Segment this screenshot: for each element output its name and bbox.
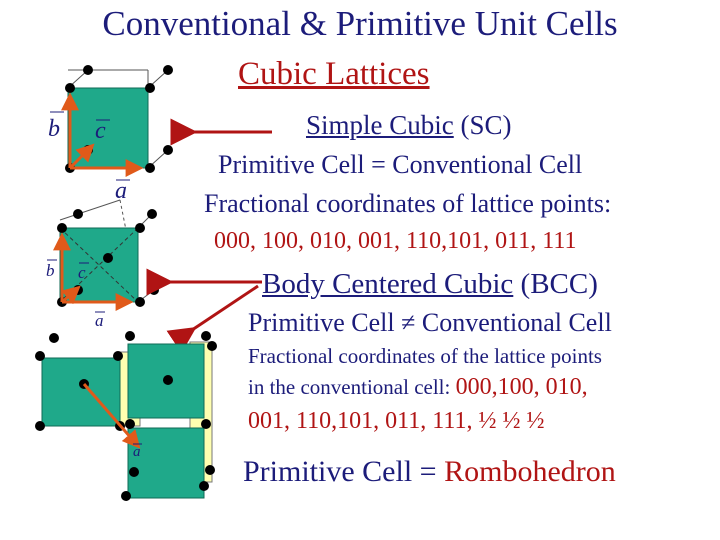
bcc-block [35,331,217,501]
sc-primitive-line: Primitive Cell = Conventional Cell [218,150,583,179]
subtitle: Cubic Lattices [238,56,430,92]
bcc-heading-abbrev: (BCC) [513,268,598,300]
bcc-label-c: c [78,263,86,282]
bcc-fractional-line-3: 001, 110,101, 011, 111, ½ ½ ½ [248,408,545,434]
bcc-fractional-line-1: Fractional coordinates of the lattice points [248,344,602,368]
rhombo-pointer-arrow [192,286,258,330]
bcc-primitive-line: Primitive Cell ≠ Conventional Cell [248,308,612,337]
block-label-a: a [133,444,141,460]
sc-heading-name: Simple Cubic [306,110,454,140]
rhombohedron-word: Rombohedron [444,455,616,488]
sc-label-a: a [115,178,127,204]
bcc-fractional-coords: 000,100, 010, [455,374,588,400]
sc-coordinates: 000, 100, 010, 001, 110,101, 011, 111 [214,228,577,254]
bcc-heading-name: Body Centered Cubic [262,268,514,300]
bcc-fractional-prefix: in the conventional cell: [248,375,456,399]
rhombohedron-prefix: Primitive Cell = [243,455,445,488]
block-face-left [42,358,120,426]
sc-label-c: c [95,118,106,144]
page-title: Conventional & Primitive Unit Cells [102,4,618,43]
block-face-bottom [128,428,204,498]
bcc-cube [46,200,159,330]
sc-heading-abbrev: (SC) [453,110,512,140]
sc-fractional-label: Fractional coordinates of lattice points: [204,189,612,218]
sc-cube [48,65,173,204]
bcc-label-b: b [46,261,55,280]
sc-label-b: b [48,116,60,142]
bcc-label-a: a [95,311,104,330]
